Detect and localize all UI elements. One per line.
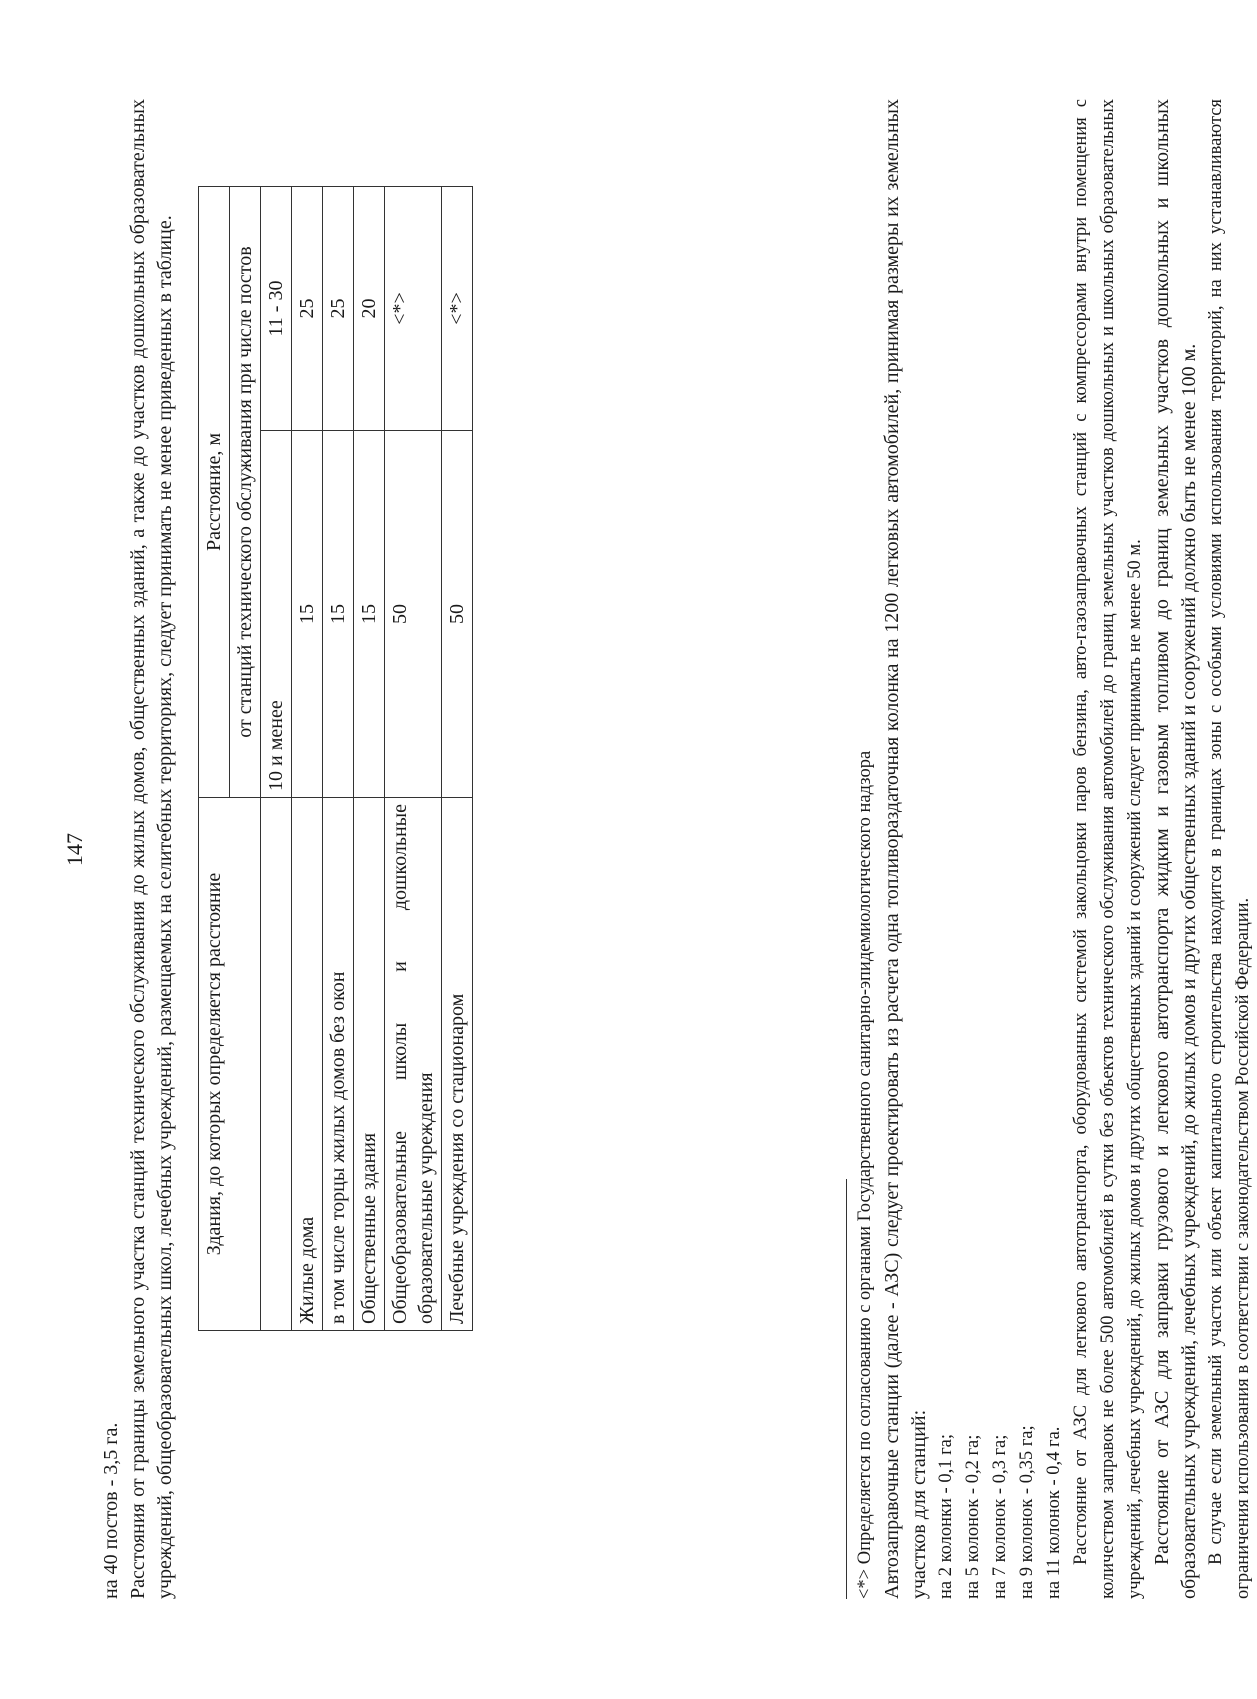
- row-value-2: 20: [354, 187, 385, 431]
- intro-block: [98, 99, 179, 1599]
- azs-paragraph: Автозаправочные станции (далее - АЗС) следует проектировать из расчета одна топливораздаточная колонка на 1200 легковых автомобилей, принимая размеры их земельных участков для станций:: [881, 99, 930, 1599]
- row-name: в том числе торцы жилых домов без окон: [323, 798, 354, 1331]
- header-distance: Расстояние, м: [199, 187, 230, 798]
- truck-paragraph: Расстояние от АЗС для заправки грузового и легкового автотранспорта жидким и газовым топливом до границ земельных участков дошкольных и школьных образовательных учреждений, лечебных учреждений, до жилых домов и других общественных зданий и сооружений должно быть не менее 100 м.: [1151, 99, 1200, 1599]
- size-item: на 7 колонок - 0,3 га;: [990, 1434, 1010, 1599]
- row-value-1: 15: [354, 430, 385, 797]
- empty-cell: [261, 798, 292, 1331]
- top-line: на 40 постов - 3,5 га.: [100, 1422, 122, 1599]
- row-value-1: 15: [292, 430, 323, 797]
- page-number: 147: [62, 833, 87, 866]
- distances-paragraph: Расстояния от границы земельного участка станций технического обслуживания до жилых домов, общественных зданий, а также до участков дошкольных образовательных учреждений, общеобразовательных школ, лечебных учреждений, размещаемых на селитебных территориях, следует принимать не менее приведенных в таблице.: [127, 99, 176, 1599]
- special-zone-paragraph: В случае если земельный участок или объект капитального строительства находится в границах зоны с особыми условиями использования территорий, на них устанавливаются ограничения использования в соответствии с законодательством Российской Федерации.: [1206, 99, 1253, 1599]
- row-name: Жилые дома: [292, 798, 323, 1331]
- table-row: [323, 187, 354, 1331]
- row-value-2: 25: [292, 187, 323, 431]
- row-value-2: 25: [323, 187, 354, 431]
- distance-table: [198, 186, 473, 1331]
- row-name: Общественные здания: [354, 798, 385, 1331]
- footnote: <*> Определяется по согласованию с органами Государственного санитарно-эпидемиологического надзора: [855, 750, 875, 1599]
- header-subtitle: от станций технического обслуживания при числе постов: [230, 187, 261, 798]
- row-name-part: образовательные учреждения: [415, 1072, 437, 1324]
- row-value-1: 15: [323, 430, 354, 797]
- row-name-part: и: [389, 961, 411, 972]
- size-item: на 9 колонок - 0,35 га;: [1017, 1425, 1037, 1599]
- row-name-part: школы: [389, 1022, 411, 1081]
- row-value-1: 50: [385, 430, 442, 797]
- row-name-part: дошкольные: [389, 804, 411, 911]
- body-block: [852, 99, 1257, 1599]
- row-name-part: Общеобразовательные: [389, 1130, 411, 1324]
- size-item: на 11 колонок - 0,4 га.: [1044, 1426, 1064, 1599]
- row-name: Лечебные учреждения со стационаром: [442, 798, 473, 1331]
- size-item: на 2 колонки - 0,1 га;: [936, 1433, 956, 1599]
- table-row: [385, 187, 442, 1331]
- row-name: [385, 798, 442, 1331]
- size-item: на 5 колонок - 0,2 га;: [963, 1434, 983, 1599]
- col-header-small: 10 и менее: [261, 430, 292, 797]
- light-vehicle-paragraph: Расстояние от АЗС для легкового автотранспорта, оборудованных системой закольцовки паров бензина, авто-газозаправочных станций с компрессорами внутри помещения с количеством заправок не более 500 автомобилей в сутки без объектов технического обслуживания автомобилей до границ земельных участков дошкольных и школьных образовательных учреждений, лечебных учреждений, до жилых домов и других общественных зданий и сооружений следует принимать не менее 50 м.: [1071, 99, 1145, 1599]
- table-row: [442, 187, 473, 1331]
- row-value-2: <*>: [442, 187, 473, 431]
- row-value-1: 50: [442, 430, 473, 797]
- header-building: Здания, до которых определяется расстояние: [199, 798, 261, 1331]
- table-row: [354, 187, 385, 1331]
- col-header-large: 11 - 30: [261, 187, 292, 431]
- row-value-2: <*>: [385, 187, 442, 431]
- table-row: [292, 187, 323, 1331]
- footnote-divider: [846, 1179, 847, 1599]
